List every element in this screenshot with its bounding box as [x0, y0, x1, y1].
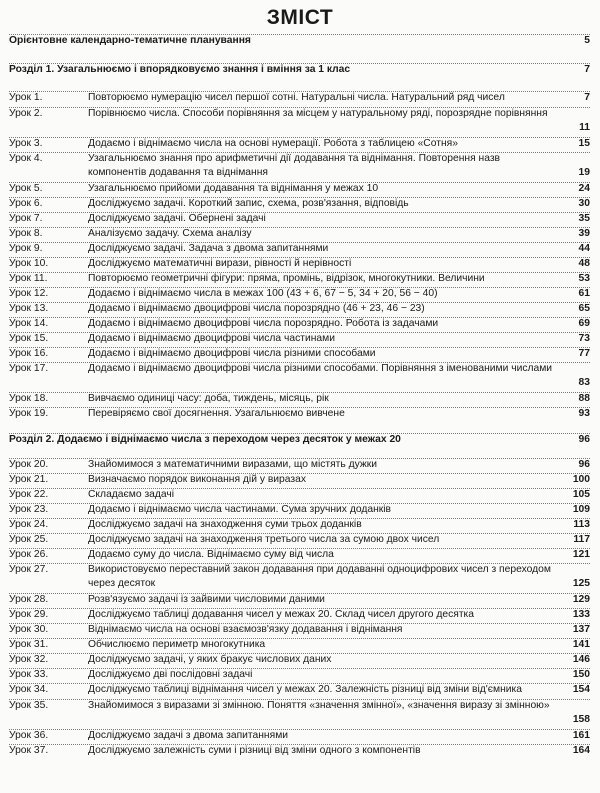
toc-lesson-18[interactable] [9, 392, 590, 407]
toc-lesson-36[interactable] [9, 729, 590, 744]
lesson-label: Урок 12. [9, 288, 49, 299]
lesson-label: Урок 2. [9, 108, 43, 119]
lesson-title: Досліджуємо задачі. Короткий запис, схема, розв'язання, відповідь [88, 198, 409, 209]
lesson-title: Досліджуємо задачі на знаходження третього числа за сумою двох чисел [88, 534, 440, 545]
lesson-label: Урок 16. [9, 348, 49, 359]
lesson-label: Урок 25. [9, 534, 49, 545]
toc-lesson-11[interactable] [9, 272, 590, 287]
toc-lesson-16[interactable] [9, 347, 590, 362]
lesson-title: Узагальнюємо прийоми додавання та віднімання у межах 10 [88, 183, 379, 194]
lesson-page: 154 [572, 684, 590, 695]
toc-lesson-37[interactable] [9, 744, 590, 759]
lesson-page: 65 [578, 303, 590, 314]
lesson-label: Урок 35. [9, 700, 49, 711]
toc-lesson-22[interactable] [9, 488, 590, 503]
section-page: 96 [578, 434, 590, 445]
toc-lesson-29[interactable] [9, 608, 590, 623]
toc-lesson-9[interactable] [9, 242, 590, 257]
toc-lesson-23[interactable] [9, 503, 590, 518]
toc-lesson-13[interactable] [9, 302, 590, 317]
toc-lesson-19[interactable] [9, 407, 590, 422]
lesson-title: Досліджуємо задачі. Обернені задачі [88, 213, 266, 224]
lesson-page: 53 [578, 273, 590, 284]
lesson-label: Урок 27. [9, 564, 49, 575]
toc-lesson-8[interactable] [9, 227, 590, 242]
section-title: Розділ 2. Додаємо і віднімаємо числа з переходом через десяток у межах 20 [9, 434, 401, 445]
lesson-label: Урок 34. [9, 684, 49, 695]
lesson-title: Досліджуємо задачі на знаходження суми трьох доданків [88, 519, 362, 530]
lesson-label: Урок 3. [9, 138, 43, 149]
lesson-page: 146 [572, 654, 590, 665]
section-page: 7 [584, 64, 590, 75]
toc-lesson-21[interactable] [9, 473, 590, 488]
lesson-label: Урок 18. [9, 393, 49, 404]
lesson-label: Урок 24. [9, 519, 49, 530]
lesson-label: Урок 4. [9, 153, 43, 164]
lesson-title: Досліджуємо таблиці віднімання чисел у межах 20. Залежність різниці від зміни від'ємника [88, 684, 522, 695]
lesson-title: Повторюємо нумерацію чисел першої сотні. Натуральні числа. Натуральний ряд чисел [88, 92, 505, 103]
lesson-label: Урок 28. [9, 594, 49, 605]
lesson-title: Віднімаємо числа на основі взаємозв'язку додавання і віднімання [88, 624, 403, 635]
toc-lesson-25[interactable] [9, 533, 590, 548]
lesson-title: Додаємо і віднімаємо двоцифрові числа порозрядно. Робота із задачами [88, 318, 439, 329]
lesson-label: Урок 9. [9, 243, 43, 254]
lesson-title: Перевіряємо свої досягнення. Узагальнюємо вивчене [88, 408, 345, 419]
lesson-title: Досліджуємо дві послідовні задачі [88, 669, 253, 680]
lesson-label: Урок 21. [9, 474, 49, 485]
lesson-title: Додаємо і віднімаємо двоцифрові числа частинами [88, 333, 335, 344]
lesson-page: 77 [578, 348, 590, 359]
lesson-title: Досліджуємо таблиці додавання чисел у межах 20. Склад чисел другого десятка [88, 609, 475, 620]
lesson-label: Урок 26. [9, 549, 49, 560]
lesson-title: Додаємо і віднімаємо числа в межах 100 (43 + 6, 67 − 5, 34 + 20, 56 − 40) [88, 288, 438, 299]
lesson-label: Урок 22. [9, 489, 49, 500]
toc-lesson-32[interactable] [9, 653, 590, 668]
lesson-label: Урок 17. [9, 363, 49, 374]
toc-lesson-28[interactable] [9, 593, 590, 608]
lesson-page: 83 [578, 377, 590, 388]
lesson-page: 19 [578, 167, 590, 178]
toc-lesson-33[interactable] [9, 668, 590, 683]
toc-section-2[interactable] [9, 433, 590, 448]
lesson-title: Досліджуємо математичні вирази, рівності й нерівності [88, 258, 352, 269]
lesson-page: 15 [578, 138, 590, 149]
lesson-page: 44 [578, 243, 590, 254]
lesson-label: Урок 5. [9, 183, 43, 194]
lesson-title: Порівнюємо числа. Способи порівняння за місцем у натуральному ряді, порозрядне порівняння [88, 108, 548, 119]
toc-section-1[interactable] [9, 63, 590, 78]
lesson-label: Урок 29. [9, 609, 49, 620]
lesson-page: 113 [573, 519, 590, 530]
lesson-title: Додаємо і віднімаємо двоцифрові числа різними способами [88, 348, 376, 359]
entry-page: 5 [584, 35, 590, 46]
lesson-title: Повторюємо геометричні фігури: пряма, промінь, відрізок, многокутники. Величини [88, 273, 485, 284]
lesson-page: 150 [572, 669, 590, 680]
lesson-title: Додаємо і віднімаємо числа частинами. Сума зручних доданків [88, 504, 392, 515]
lesson-page: 24 [578, 183, 590, 194]
lesson-label: Урок 14. [9, 318, 49, 329]
lesson-title: Визначаємо порядок виконання дій у виразах [88, 474, 306, 485]
lesson-title: Досліджуємо задачі. Задача з двома запитаннями [88, 243, 329, 254]
toc-lesson-15[interactable] [9, 332, 590, 347]
lesson-page: 30 [578, 198, 590, 209]
lesson-page: 158 [572, 714, 590, 725]
toc-lesson-24[interactable] [9, 518, 590, 533]
lesson-page: 121 [572, 549, 590, 560]
entry-title: Орієнтовне календарно-тематичне планування [9, 35, 251, 46]
lesson-label: Урок 32. [9, 654, 49, 665]
lesson-page: 100 [572, 474, 590, 485]
lesson-page: 105 [572, 489, 590, 500]
lesson-page: 48 [578, 258, 590, 269]
lesson-page: 133 [572, 609, 590, 620]
lesson-label: Урок 13. [9, 303, 49, 314]
lesson-title: Додаємо і віднімаємо числа на основі нумерації. Робота з таблицею «Сотня» [88, 138, 458, 149]
toc-lesson-17[interactable] [9, 362, 590, 392]
lesson-page: 11 [579, 122, 590, 133]
lesson-title: Додаємо і віднімаємо двоцифрові числа порозрядно (46 + 23, 46 − 23) [88, 303, 425, 314]
lesson-label: Урок 7. [9, 213, 43, 224]
lesson-title: Досліджуємо залежність суми і різниці від зміни одного з компонентів [88, 745, 421, 756]
lesson-page: 61 [578, 288, 590, 299]
toc-lesson-12[interactable] [9, 287, 590, 302]
lesson-title: Досліджуємо задачі з двома запитаннями [88, 730, 289, 741]
lesson-title: Розв'язуємо задачі із зайвими числовими даними [88, 594, 325, 605]
lesson-label: Урок 23. [9, 504, 49, 515]
lesson-page: 73 [578, 333, 590, 344]
lesson-title: Обчислюємо периметр многокутника [88, 639, 266, 650]
lesson-label: Урок 1. [9, 92, 43, 103]
toc-lesson-27[interactable] [9, 563, 590, 593]
toc-lesson-20[interactable] [9, 458, 590, 473]
toc-lesson-30[interactable] [9, 623, 590, 638]
lesson-page: 69 [578, 318, 590, 329]
toc-lesson-34[interactable] [9, 683, 590, 698]
lesson-title: Аналізуємо задачу. Схема аналізу [88, 228, 252, 239]
lesson-page: 109 [572, 504, 590, 515]
lesson-page: 35 [578, 213, 590, 224]
lesson-label: Урок 20. [9, 459, 49, 470]
toc-lesson-4[interactable] [9, 152, 590, 182]
lesson-page: 117 [573, 534, 590, 545]
toc-lesson-7[interactable] [9, 212, 590, 227]
lesson-title: Складаємо задачі [88, 489, 175, 500]
lesson-page: 88 [578, 393, 590, 404]
lesson-label: Урок 30. [9, 624, 49, 635]
lesson-label: Урок 33. [9, 669, 49, 680]
lesson-label: Урок 6. [9, 198, 43, 209]
toc-lesson-35[interactable] [9, 699, 590, 729]
lesson-label: Урок 15. [9, 333, 49, 344]
lesson-label: Урок 11. [9, 273, 48, 284]
lesson-title: Узагальнюємо знання про арифметичні дії додавання та віднімання. Повторення назв компонентів додавання та віднімання [88, 153, 501, 178]
lesson-page: 129 [572, 594, 590, 605]
lesson-page: 96 [578, 459, 590, 470]
toc-lesson-31[interactable] [9, 638, 590, 653]
lesson-label: Урок 8. [9, 228, 43, 239]
lesson-page: 7 [584, 92, 590, 103]
lesson-page: 164 [572, 745, 590, 756]
lesson-title: Вивчаємо одиниці часу: доба, тиждень, місяць, рік [88, 393, 329, 404]
toc-lesson-6[interactable] [9, 197, 590, 212]
toc-lesson-2[interactable] [9, 107, 590, 137]
lesson-label: Урок 10. [9, 258, 49, 269]
lesson-title: Використовуємо переставний закон додавання при додаванні одноцифрових чисел з переходом через десяток [88, 564, 551, 589]
lesson-page: 137 [572, 624, 590, 635]
lesson-page: 125 [572, 578, 590, 589]
lesson-page: 161 [572, 730, 590, 741]
lesson-title: Додаємо суму до числа. Віднімаємо суму від числа [88, 549, 334, 560]
lesson-page: 39 [578, 228, 590, 239]
toc-lesson-14[interactable] [9, 317, 590, 332]
lesson-title: Досліджуємо задачі, у яких бракує числових даних [88, 654, 332, 665]
lesson-page: 141 [572, 639, 590, 650]
lesson-label: Урок 31. [9, 639, 49, 650]
lesson-label: Урок 36. [9, 730, 49, 741]
toc-lesson-26[interactable] [9, 548, 590, 563]
section-title: Розділ 1. Узагальнюємо і впорядковуємо знання і вміння за 1 клас [9, 64, 351, 75]
toc-lesson-10[interactable] [9, 257, 590, 272]
toc-lesson-3[interactable] [9, 137, 590, 152]
toc-entry-intro[interactable] [9, 34, 590, 49]
page-title: ЗМІСТ [266, 6, 334, 29]
lesson-page: 93 [578, 408, 590, 419]
lesson-label: Урок 19. [9, 408, 49, 419]
lesson-title: Додаємо і віднімаємо двоцифрові числа різними способами. Порівняння з іменованими числами [88, 363, 553, 374]
lesson-title: Знайомимося з виразами зі змінною. Поняття «значення змінної», «значення виразу зі змінною» [88, 700, 550, 711]
toc-lesson-5[interactable] [9, 182, 590, 197]
toc-lesson-1[interactable] [9, 91, 590, 106]
lesson-label: Урок 37. [9, 745, 49, 756]
lesson-title: Знайомимося з математичними виразами, що містять дужки [88, 459, 378, 470]
